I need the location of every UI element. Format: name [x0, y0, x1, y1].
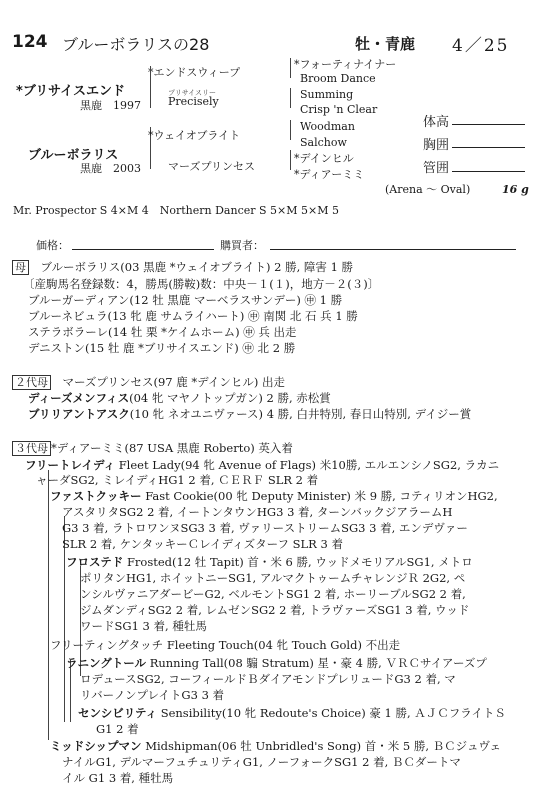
g3-1: *フォーティナイナー — [294, 58, 397, 71]
te-2c: G3 3 着, ラトロワンヌSG3 3 着, ヴァリーストリームSG3 3 着, エンデヴァー — [62, 521, 468, 535]
te-7c: イル G1 3 着, 種牡馬 — [62, 771, 174, 785]
te-6: センシビリティ Sensibility(10 牝 Redoute's Choice) 豪 1 勝, ＡＪＣフライトＳ — [78, 706, 506, 720]
te-3b: ポリタンHG1, ホイットニーSG1, アルマクトゥームチャレンジＲ 2G2, ペ — [80, 571, 466, 585]
sire-name: *ブリサイスエンド — [16, 84, 125, 99]
te-3: フロステド Frosted(12 牡 Tapit) 首・米 6 勝, ウッドメモリアルSG1, メトロ — [66, 555, 473, 569]
second-dam-entry-1: ディーズメンフィス(04 牝 マヤノトップガン) 2 勝, 赤松賞 — [28, 391, 331, 405]
te-5: ラニングトール Running Tall(08 騸 Stratum) 星・豪 4 勝, ＶＲＣサイアーズプ — [66, 656, 487, 670]
g3-7: *デインヒル — [294, 152, 354, 165]
g3-2: Broom Dance — [300, 72, 376, 85]
weight: 16 g — [502, 183, 529, 196]
te-1: フリートレイディ Fleet Lady(94 牝 Avenue of Flags) 米10勝, エルエンシノSG2, ラカニ — [25, 458, 500, 472]
g3-6: Salchow — [300, 136, 347, 149]
horse-name: ブルーボラリスの28 — [62, 35, 210, 54]
price-field[interactable] — [72, 249, 214, 250]
buyer-label: 購買者： — [220, 239, 264, 252]
dam-stats: 〔産駒馬名登録数：4，勝馬(勝鞍)数：中央－１(１)，地方－２(３)〕 — [23, 277, 380, 291]
te-7b: ナイルG1, デルマーフュチュリティG1, ノーフォークSG1 2 着, ＢＣダートマ — [62, 755, 461, 769]
te-2b: アスタリタSG2 2 着, イートンタウンHG3 3 着, ターンバックジアラームH — [62, 505, 453, 519]
buyer-field[interactable] — [270, 249, 516, 250]
sire-dam: Precisely — [168, 95, 219, 108]
g3-8: *ディアーミミ — [294, 168, 365, 181]
te-5c: リバーノンプレイトG3 3 着 — [80, 688, 225, 702]
te-1b: ャーダSG2, ミレイディHG1 2 着, ＣＥＲＦ SLR 2 着 — [36, 473, 319, 487]
te-5b: ロデュースSG2, コーフィールドＢダイアモンドプレリュードG3 2 着, マ — [80, 672, 456, 686]
sex-color: 牡・青鹿 — [355, 35, 416, 53]
third-dam-title: ３代母 *ディアーミミ(87 USA 黒鹿 Roberto) 英入着 — [12, 440, 293, 456]
te-3c: ンシルヴァニアダービーG2, ベルモントSG1 2 着, ホーリーブルSG2 2 着, — [80, 587, 466, 601]
birth-date: 4／25 — [452, 36, 510, 56]
sire-sire: *エンドスウィープ — [148, 66, 241, 79]
te-2: ファストクッキー Fast Cookie(00 牝 Deputy Minister) 米 9 勝, コティリオンHG2, — [50, 489, 498, 503]
te-2d: SLR 2 着, ケンタッキーＣレイディズターフ SLR 3 着 — [62, 537, 343, 551]
dam-foal-3: ステラボラーレ(14 牡 栗 *ケイムホーム) ㊥ 兵 出走 — [28, 325, 297, 339]
te-3e: ワードSG1 3 着, 種牡馬 — [80, 619, 207, 633]
dam-dam: マーズプリンセス — [168, 160, 256, 173]
dam-foal-4: デニストン(15 牡 鹿 *ブリサイスエンド) ㊥ 北 2 勝 — [28, 341, 296, 355]
g3-4: Crisp 'n Clear — [300, 103, 378, 116]
family-note: (Arena 〜 Oval) — [385, 183, 471, 196]
measure-cannon: 管囲 — [423, 161, 450, 176]
g3-5: Woodman — [300, 120, 355, 133]
sire-dam-ruby: プリサイスリー — [168, 89, 217, 97]
dam-info: 黒鹿 2003 — [80, 162, 141, 175]
dam-foal-1: ブルーガーディアン(12 牡 黒鹿 マーベラスサンデー) ㊥ 1 勝 — [28, 293, 343, 307]
second-dam-title: ２代母 マーズプリンセス(97 鹿 *デインヒル) 出走 — [12, 374, 285, 390]
measure-chest: 胸囲 — [423, 138, 450, 153]
price-label: 価格： — [36, 239, 69, 252]
measure-height: 体高 — [423, 115, 450, 130]
dam-name: ブルーボラリス — [28, 148, 119, 163]
te-7: ミッドシップマン Midshipman(06 牡 Unbridled's Song) 首・米 5 勝, ＢＣジュヴェ — [50, 739, 501, 753]
dam-title: 母 ブルーボラリス(03 黒鹿 *ウェイオブライト) 2 勝, 障害 1 勝 — [12, 259, 353, 275]
te-6b: G1 2 着 — [96, 722, 139, 736]
lot-number: 124 — [12, 32, 48, 52]
te-3d: ジムダンディSG2 2 着, レムゼンSG2 2 着, トラヴァーズSG1 3 着, ウッド — [80, 603, 470, 617]
te-4: フリーティングタッチ Fleeting Touch(04 牝 Touch Gold) 不出走 — [50, 638, 401, 652]
g3-3: Summing — [300, 88, 354, 101]
dam-foal-2: ブルーネビュラ(13 牝 鹿 サムライハート) ㊥ 南関 北 石 兵 1 勝 — [28, 309, 358, 323]
inbreeding: Mr. Prospector S 4×M 4 Northern Dancer S 5×M 5×M 5 — [13, 204, 339, 217]
second-dam-entry-2: ブリリアントアスク(10 牝 ネオユニヴァース) 4 勝, 白井特別, 春日山特別, デイジー賞 — [28, 407, 472, 421]
dam-sire: *ウェイオブライト — [148, 129, 241, 142]
sire-info: 黒鹿 1997 — [80, 99, 141, 112]
